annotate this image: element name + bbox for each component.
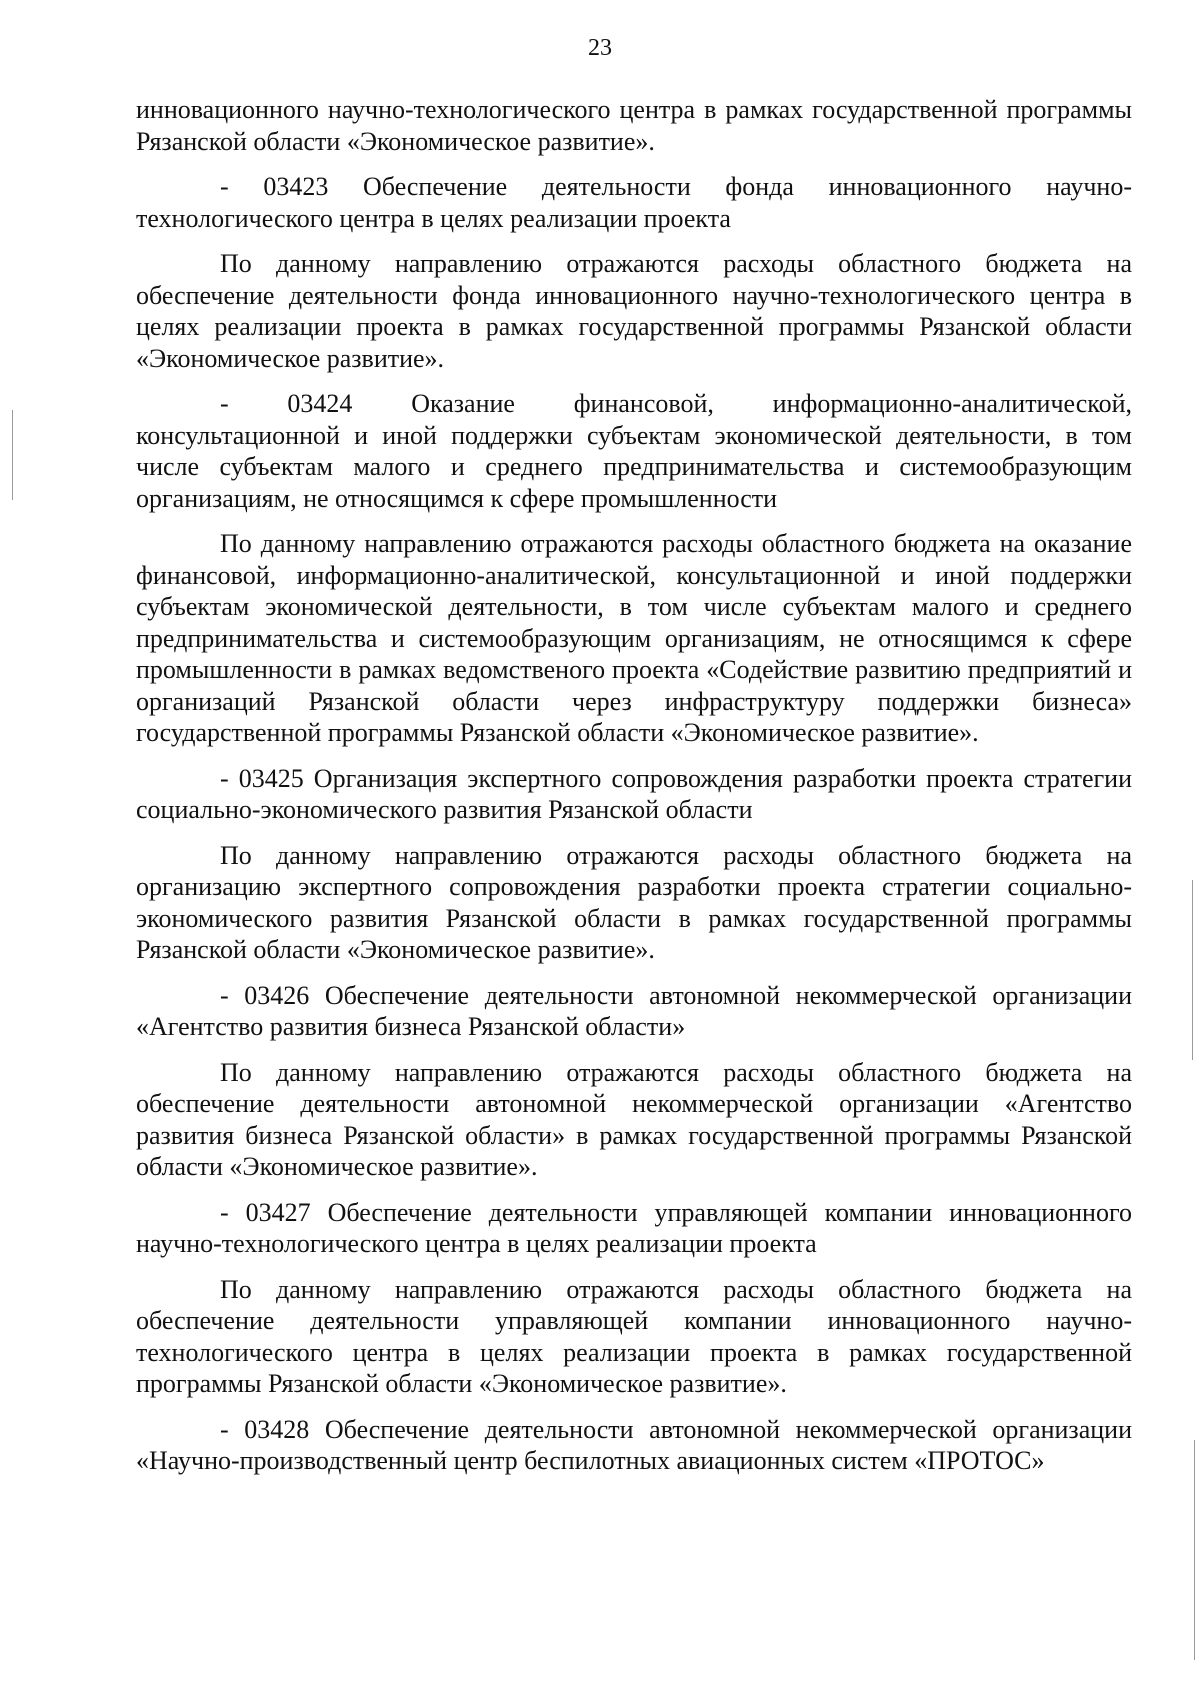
item-description-03424: По данному направлению отражаются расходы областного бюджета на оказание финансовой, информационно-аналитической, консультационной и иной поддержки субъектам экономической деятельности, в том числе субъектам малого и среднего предпринимательства и системообразующим организациям, не относящимся к сфере промышленности в рамках ведомственого проекта «Содействие развитию предприятий и организаций Рязанской области через инфраструктуру поддержки бизнеса» государственной программы Рязанской области «Экономическое развитие». (136, 529, 1132, 747)
item-description-03426: По данному направлению отражаются расходы областного бюджета на обеспечение деятельности автономной некоммерческой организации «Агентство развития бизнеса Рязанской области» в рамках государственной программы Рязанской области «Экономическое развитие». (136, 1057, 1132, 1181)
item-heading-03426: - 03426 Обеспечение деятельности автономной некоммерческой организации «Агентство развития бизнеса Рязанской области» (136, 980, 1132, 1041)
item-description-03423: По данному направлению отражаются расходы областного бюджета на обеспечение деятельности фонда инновационного научно-технологического центра в целях реализации проекта в рамках государственной программы Рязанской области «Экономическое развитие». (136, 249, 1132, 373)
item-heading-03423: - 03423 Обеспечение деятельности фонда инновационного научно-технологического центра в целях реализации проекта (136, 172, 1132, 233)
item-heading-03428: - 03428 Обеспечение деятельности автономной некоммерческой организации «Научно-производственный центр беспилотных авиационных систем «ПРОТОС» (136, 1414, 1132, 1475)
paragraph-continuation: инновационного научно-технологического центра в рамках государственной программы Рязанской области «Экономическое развитие». (136, 95, 1132, 156)
document-body (136, 94, 1132, 1491)
scan-edge-mark-left (12, 410, 13, 500)
item-heading-03427: - 03427 Обеспечение деятельности управляющей компании инновационного научно-технологического центра в целях реализации проекта (136, 1197, 1132, 1258)
page-number: 23 (588, 35, 612, 61)
item-heading-03425: - 03425 Организация экспертного сопровождения разработки проекта стратегии социально-экономического развития Рязанской области (136, 763, 1132, 824)
item-heading-03424: - 03424 Оказание финансовой, информационно-аналитической, консультационной и иной поддержки субъектам экономической деятельности, в том числе субъектам малого и среднего предпринимательства и системообразующим организациям, не относящимся к сфере промышленности (136, 389, 1132, 513)
item-description-03425: По данному направлению отражаются расходы областного бюджета на организацию экспертного сопровождения разработки проекта стратегии социально-экономического развития Рязанской области в рамках государственной программы Рязанской области «Экономическое развитие». (136, 840, 1132, 964)
scan-edge-mark-right-lower (1194, 1440, 1195, 1660)
item-description-03427: По данному направлению отражаются расходы областного бюджета на обеспечение деятельности управляющей компании инновационного научно-технологического центра в целях реализации проекта в рамках государственной программы Рязанской области «Экономическое развитие». (136, 1274, 1132, 1398)
scan-edge-mark-right (1192, 880, 1193, 1060)
